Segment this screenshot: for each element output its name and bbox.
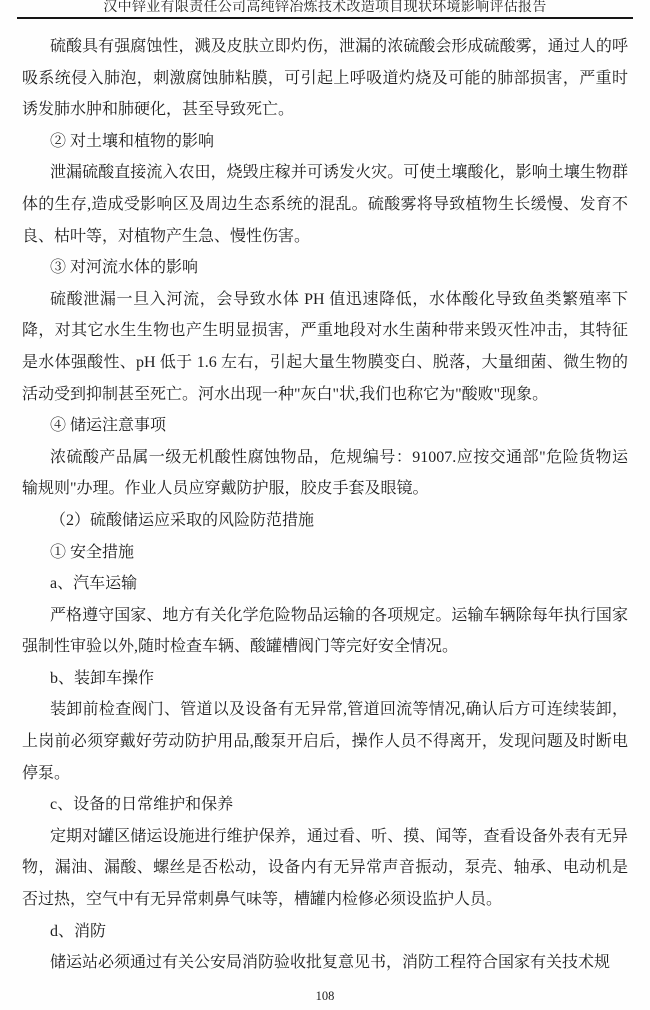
- heading-truck-transport: a、汽车运输: [50, 575, 138, 593]
- heading-soil-plant-impact: ② 对土壤和植物的影响: [50, 132, 215, 150]
- heading-storage-transport-notes: ④ 储运注意事项: [50, 417, 167, 435]
- heading-risk-prevention-measures: （2）硫酸储运应采取的风险防范措施: [50, 511, 315, 529]
- paragraph-soil-plant-impact: 泄漏硫酸直接流入农田，烧毁庄稼并可诱发火灾。可使土壤酸化，影响土壤生物群体的生存,造成受影响区及周边生态系统的混乱。硫酸雾将导致植物生长缓慢、发育不良、枯叶等，对植物产生急、慢性伤害。: [22, 164, 628, 245]
- paragraph-storage-transport-notes: 浓硫酸产品属一级无机酸性腐蚀物品，危规编号：91007.应按交通部"危险货物运输规则"办理。作业人员应穿戴防护服，胶皮手套及眼镜。: [22, 448, 628, 498]
- page-number: 108: [315, 989, 335, 1003]
- paragraph-truck-transport: 严格遵守国家、地方有关化学危险物品运输的各项规定。运输车辆除每年执行国家强制性审验以外,随时检查车辆、酸罐槽阀门等完好安全情况。: [22, 606, 628, 656]
- paragraph-fire-protection: 储运站必须通过有关公安局消防验收批复意见书，消防工程符合国家有关技术规: [50, 954, 611, 972]
- header-rule-divider: [17, 17, 633, 19]
- heading-safety-measures: ① 安全措施: [50, 543, 135, 561]
- heading-fire-protection: d、消防: [50, 922, 107, 940]
- paragraph-equipment-maintenance: 定期对罐区储运设施进行维护保养，通过看、听、摸、闻等，查看设备外表有无异物，漏油、漏酸、螺丝是否松动，设备内有无异常声音振动，泵壳、轴承、电动机是否过热，空气中有无异常刺鼻气味等，槽罐内检修必须设监护人员。: [22, 827, 628, 909]
- heading-river-water-impact: ③ 对河流水体的影响: [50, 259, 199, 277]
- page-header-title: 汉中锌业有限责任公司高纯锌冶炼技术改造项目现状环境影响评估报告: [103, 0, 547, 15]
- paragraph-sulfuric-acid-hazard: 硫酸具有强腐蚀性，溅及皮肤立即灼伤，泄漏的浓硫酸会形成硫酸雾，通过人的呼吸系统侵入肺泡，刺激腐蚀肺粘膜，可引起上呼吸道灼烧及可能的肺部损害，严重时诱发肺水肿和肺硬化，甚至导致死亡。: [22, 38, 628, 119]
- heading-loading-unloading: b、装卸车操作: [50, 669, 155, 687]
- paragraph-river-water-impact: 硫酸泄漏一旦入河流，会导致水体 PH 值迅速降低，水体酸化导致鱼类繁殖率下降，对其它水生生物也产生明显损害，严重地段对水生菌种带来毁灭性冲击，其特征是水体强酸性、pH 低于 1.6 左右，引起大量生物膜变白、脱落，大量细菌、微生物的活动受到抑制甚至死亡。河水出现一种"灰白"状,我们也称它为"酸败"现象。: [22, 290, 628, 403]
- paragraph-loading-unloading: 装卸前检查阀门、管道以及设备有无异常,管道回流等情况,确认后方可连续装卸，上岗前必须穿戴好劳动防护用品,酸泵开启后，操作人员不得离开，发现问题及时断电停泵。: [22, 701, 628, 782]
- document-body: [22, 31, 628, 979]
- heading-equipment-maintenance: c、设备的日常维护和保养: [50, 796, 234, 814]
